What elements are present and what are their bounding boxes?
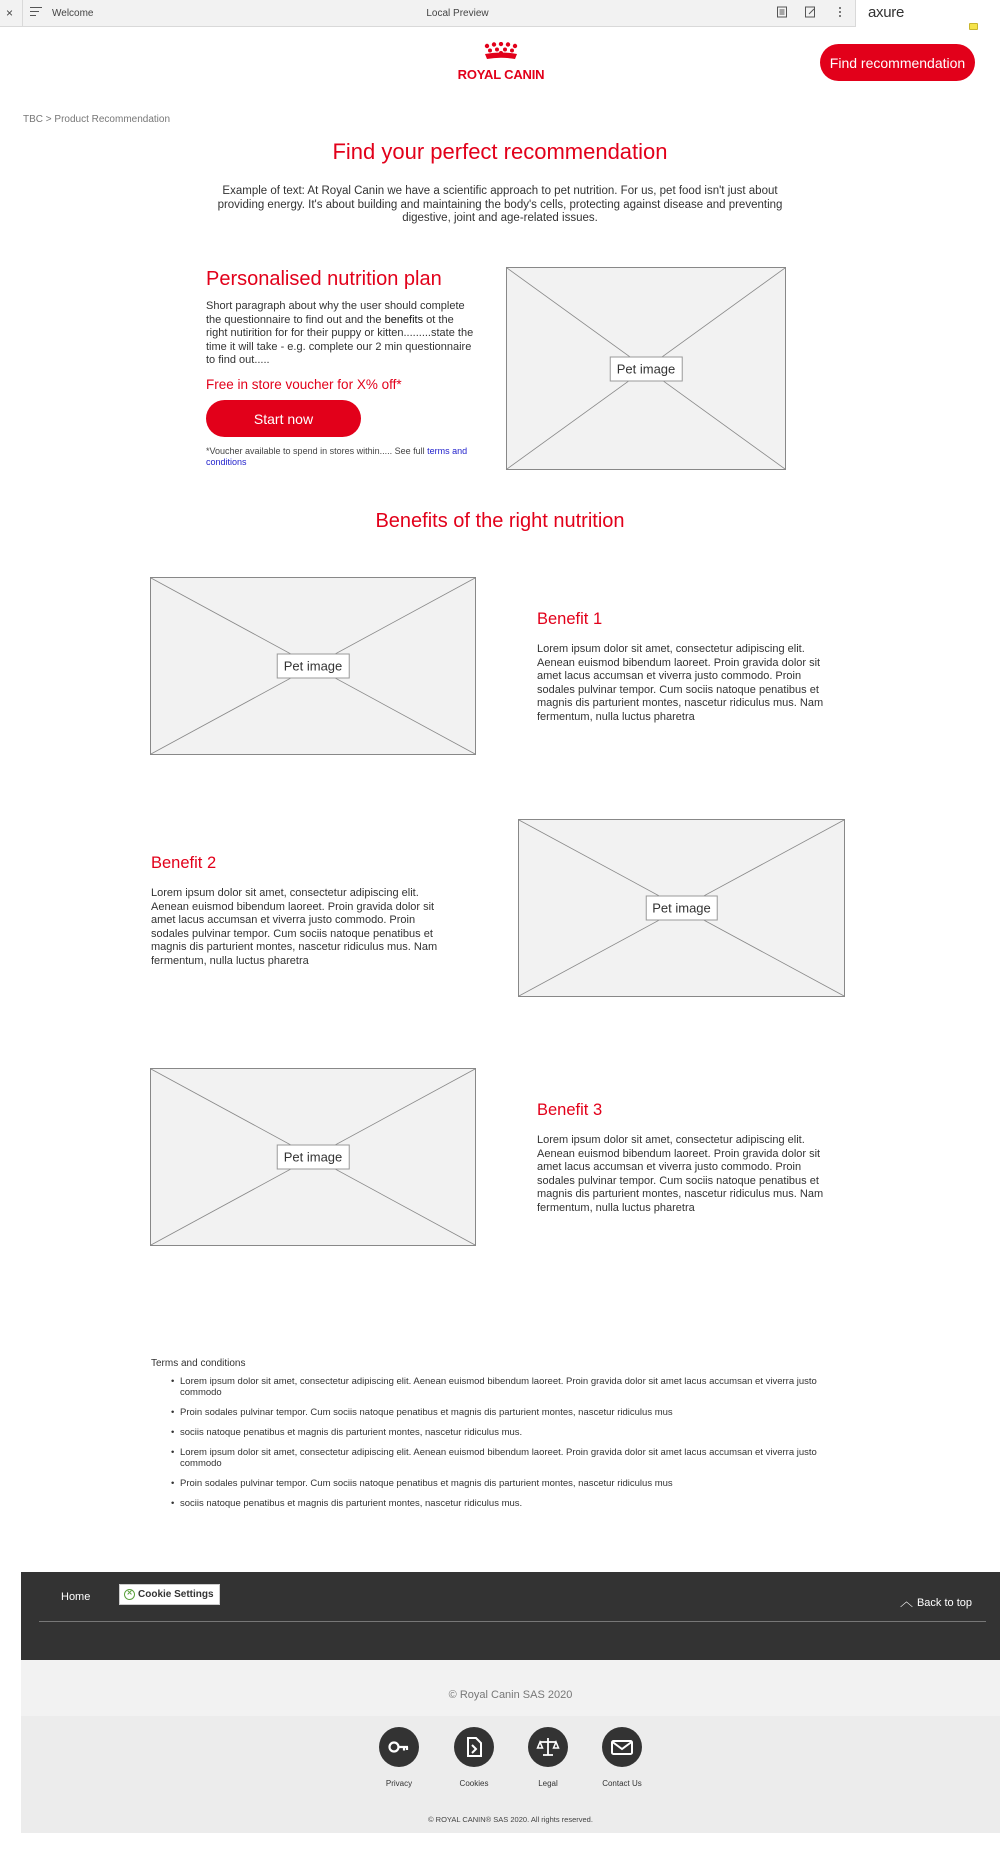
terms-item: • sociis natoque penatibus et magnis dis parturient montes, nascetur ridiculus mus. (180, 1498, 840, 1509)
terms-item: • Proin sodales pulvinar tempor. Cum sociis natoque penatibus et magnis dis parturient montes, nascetur ridiculus mus (180, 1478, 840, 1489)
image-label: Pet image (277, 1145, 350, 1170)
plan-description (206, 300, 478, 368)
more-options-icon[interactable] (838, 6, 842, 21)
contact-us-link[interactable] (592, 1727, 652, 1788)
benefit-3-title: Benefit 3 (537, 1101, 603, 1119)
benefit-1-text: Lorem ipsum dolor sit amet, consectetur adipiscing elit. Aenean euismod bibendum laoreet. Proin gravida dolor sit amet lacus accumsan et viverra justo commodo. Proin sodales pulvinar tempor. Cum sociis natoque penatibus et magnis dis parturient montes, nascetur ridiculus mus. Nam fermentum, nulla luctus pharetra (537, 643, 824, 723)
crown-icon (481, 42, 521, 60)
voucher-offer: Free in store voucher for X% off* (206, 377, 402, 392)
footer-legal (21, 1660, 1000, 1833)
terms-title: Terms and conditions (151, 1358, 246, 1369)
contact-us-label: Contact Us (602, 1779, 642, 1788)
image-label: Pet image (645, 896, 718, 921)
footer-home-link[interactable]: Home (61, 1591, 91, 1603)
cookie-settings-label: Cookie Settings (138, 1589, 214, 1600)
pet-image-placeholder (150, 577, 476, 755)
terms-item: • Lorem ipsum dolor sit amet, consectetur adipiscing elit. Aenean euismod bibendum laoreet. Proin gravida dolor sit amet lacus accumsan et viverra justo commodo (180, 1447, 840, 1469)
terms-item: • sociis natoque penatibus et magnis dis parturient montes, nascetur ridiculus mus. (180, 1427, 840, 1438)
plan-text-part: ot the right nutirition for for their puppy or kitten.........state the time it will take - e.g. complete our 2 min questionnaire to find out..... (206, 313, 474, 366)
voucher-note (206, 446, 468, 468)
voucher-note-text: *Voucher available to spend in stores within..... See full (206, 446, 428, 456)
find-recommendation-button[interactable]: Find recommendation (820, 44, 975, 81)
plan-text-emphasis: benefits (384, 313, 424, 326)
envelope-icon (602, 1727, 642, 1767)
legal-label: Legal (538, 1779, 558, 1788)
key-icon (379, 1727, 419, 1767)
intro-text: Example of text: At Royal Canin we have a scientific approach to pet nutrition. For us, pet food isn't just about providing energy. It's about building and maintaining the body's cells, protecting against disease and preventing digestive, joint and age-related issues. (217, 185, 783, 224)
terms-item: • Lorem ipsum dolor sit amet, consectetur adipiscing elit. Aenean euismod bibendum laoreet. Proin gravida dolor sit amet lacus accumsan et viverra justo commodo (180, 1376, 840, 1398)
privacy-label: Privacy (385, 1779, 413, 1788)
note-marker-icon[interactable] (969, 23, 978, 30)
plan-text-part: Short paragraph about why the user should complete the questionnaire to find out and the (206, 300, 465, 326)
back-to-top-label: Back to top (916, 1597, 972, 1609)
cookies-label: Cookies (459, 1779, 489, 1788)
chevron-up-icon: ︿ (899, 1594, 913, 1609)
preview-toolbar (0, 0, 1000, 27)
privacy-link[interactable] (369, 1727, 429, 1788)
cookie-settings-button[interactable] (119, 1584, 220, 1605)
axure-brand-area (855, 0, 1000, 27)
footer-copyright: © Royal Canin SAS 2020 (448, 1689, 573, 1701)
pet-image-placeholder (150, 1068, 476, 1246)
start-now-button[interactable]: Start now (206, 400, 361, 437)
benefits-title: Benefits of the right nutrition (375, 510, 625, 532)
cookie-document-icon (454, 1727, 494, 1767)
plan-title: Personalised nutrition plan (206, 268, 442, 290)
breadcrumb[interactable]: TBC > Product Recommendation (23, 114, 171, 125)
royal-canin-logo[interactable] (457, 42, 545, 82)
image-label: Pet image (610, 356, 683, 381)
footer-nav (21, 1572, 1000, 1660)
page-title: Find your perfect recommendation (332, 139, 668, 164)
scales-icon (528, 1727, 568, 1767)
legal-link[interactable] (518, 1727, 578, 1788)
cookies-link[interactable] (444, 1727, 504, 1788)
axure-logo: axure (868, 4, 905, 21)
inspect-icon[interactable] (804, 6, 816, 21)
cookie-settings-icon: ✕ (124, 1589, 135, 1600)
tab-title[interactable]: Welcome (52, 8, 94, 19)
terms-link[interactable]: terms and conditions (206, 446, 468, 467)
benefit-3-text: Lorem ipsum dolor sit amet, consectetur adipiscing elit. Aenean euismod bibendum laoreet. Proin gravida dolor sit amet lacus accumsan et viverra justo commodo. Proin sodales pulvinar tempor. Cum sociis natoque penatibus et magnis dis parturient montes, nascetur ridiculus mus. Nam fermentum, nulla luctus pharetra (537, 1134, 824, 1214)
benefit-2-text: Lorem ipsum dolor sit amet, consectetur adipiscing elit. Aenean euismod bibendum laoreet. Proin gravida dolor sit amet lacus accumsan et viverra justo commodo. Proin sodales pulvinar tempor. Cum sociis natoque penatibus et magnis dis parturient montes, nascetur ridiculus mus. Nam fermentum, nulla luctus pharetra (151, 887, 438, 967)
pet-image-placeholder (518, 819, 845, 997)
terms-item: • Proin sodales pulvinar tempor. Cum sociis natoque penatibus et magnis dis parturient montes, nascetur ridiculus mus (180, 1407, 840, 1418)
benefit-2-title: Benefit 2 (151, 854, 217, 872)
terms-list (180, 1376, 840, 1518)
page-label: Local Preview (426, 8, 489, 19)
logo-wordmark: ROYAL CANIN (457, 67, 545, 82)
pet-image-placeholder (506, 267, 786, 470)
notes-icon[interactable] (776, 6, 788, 21)
back-to-top-link[interactable] (900, 1591, 972, 1610)
image-label: Pet image (277, 654, 350, 679)
footer-divider (39, 1621, 986, 1622)
footer-rights: © ROYAL CANIN® SAS 2020. All rights reserved. (428, 1815, 593, 1824)
close-icon[interactable]: × (6, 6, 14, 20)
benefit-1-title: Benefit 1 (537, 610, 603, 628)
